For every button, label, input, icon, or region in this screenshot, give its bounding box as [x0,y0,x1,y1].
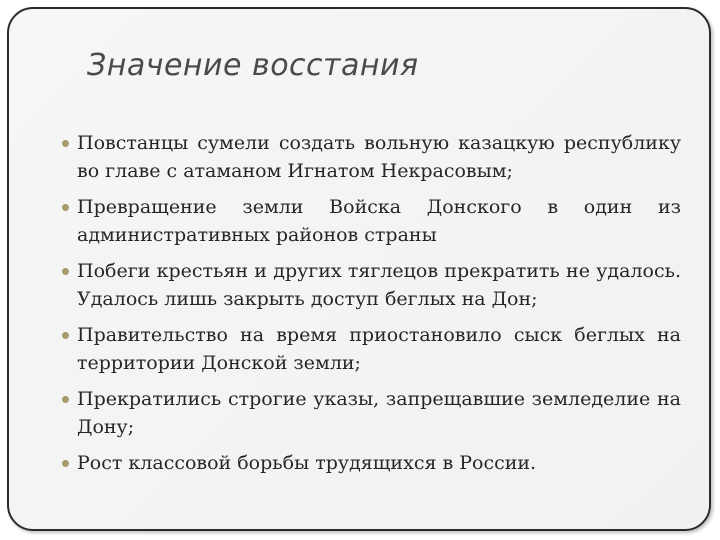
bullet-text: Повстанцы сумели создать вольную казацкую республику во главе с атаманом Игнатом Некрасовым; [77,132,681,182]
bullet-text: Рост классовой борьбы трудящихся в России. [77,452,537,474]
round-bullet-icon [61,129,77,157]
slide-title: Значение восстания [87,48,419,83]
list-item [61,193,681,249]
list-item [61,257,681,313]
bullet-text: Превращение земли Войска Донского в один из административных районов страны [77,196,681,246]
round-bullet-icon [61,321,77,349]
list-item [61,385,681,441]
slide-frame [7,7,711,531]
list-item [61,321,681,377]
bullet-text: Правительство на время приостановило сыск беглых на территории Донской земли; [77,324,681,374]
bullet-list [61,129,681,485]
round-bullet-icon [61,193,77,221]
bullet-text: Прекратились строгие указы, запрещавшие земледелие на Дону; [77,388,681,438]
list-item [61,449,681,477]
bullet-text: Побеги крестьян и других тяглецов прекратить не удалось. Удалось лишь закрыть доступ беглых на Дон; [77,260,681,310]
round-bullet-icon [61,257,77,285]
list-item [61,129,681,185]
round-bullet-icon [61,385,77,413]
round-bullet-icon [61,449,77,477]
